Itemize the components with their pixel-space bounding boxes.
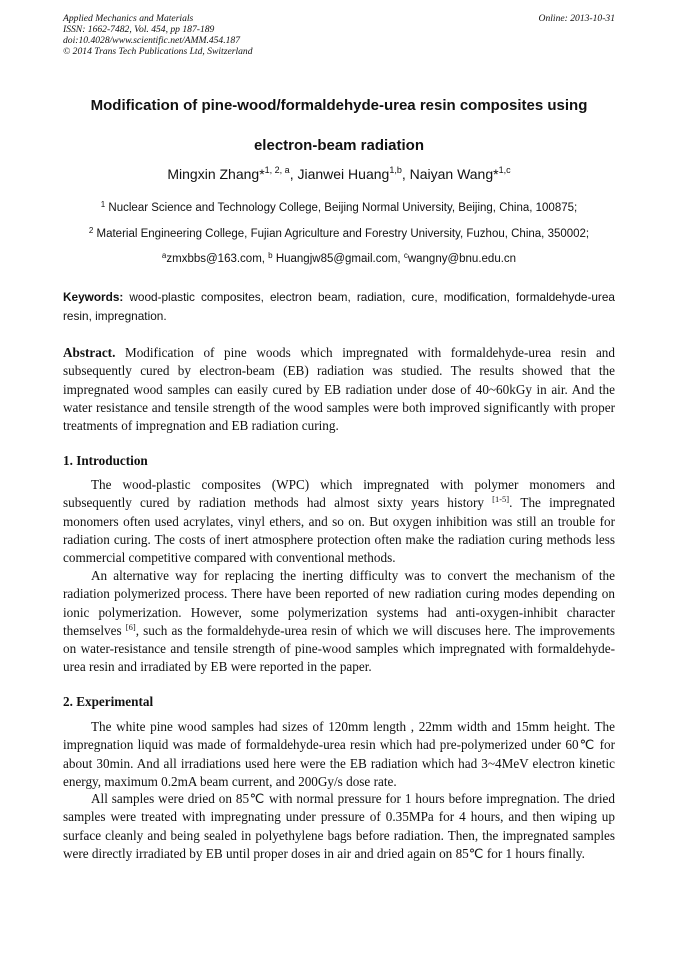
online-date: Online: 2013-10-31 — [538, 13, 615, 24]
author-affiliation-mark: 1, 2, a — [264, 165, 290, 175]
journal-name: Applied Mechanics and Materials — [63, 13, 194, 24]
author-name: Jianwei Huang — [297, 166, 390, 182]
section-heading-introduction: 1. Introduction — [63, 453, 148, 468]
email-mark: a — [161, 251, 167, 260]
author-separator: , — [401, 166, 410, 182]
keywords-label: Keywords: — [63, 290, 124, 304]
abstract-label: Abstract. — [63, 345, 116, 360]
author-affiliation-mark: 1,c — [498, 165, 511, 175]
publication-header — [63, 13, 615, 57]
paragraph-text: , such as the formaldehyde-urea resin of which we will discuses here. The improvements on water-resistance and tensile strength of pine-wood samples which impregnated with formaldehyde-urea resin and irradiated by EB were reported in the paper. — [63, 622, 615, 675]
paragraph-text: . The impregnated monomers often used acrylates, vinyl ethers, and so on. But oxygen inhibition was still an trouble for radiation curing. The costs of inert atmosphere protection often make the radiation curing methods less commercial competitive compared with conventional methods. — [63, 495, 615, 566]
affiliation-mark: 1 — [100, 200, 106, 209]
citation-ref: [1-5] — [492, 494, 510, 505]
experimental-paragraph-2: All samples were dried on 85℃ with normal pressure for 1 hours before impregnation. The dried samples were treated with impregnating under pressure of 0.35MPa for 4 hours, and then wiping up surface cleanly and being sealed in polyethylene bags before radiation. Then, the impregnated samples were directly irradiated by EB until proper doses in air and dried again on 85℃ for 1 hours finally. — [63, 791, 615, 861]
paragraph-text: The wood-plastic composites (WPC) which impregnated with polymer monomers and subsequently cured by radiation methods had almost sixty years history — [63, 477, 615, 511]
intro-paragraph-2 — [63, 567, 615, 677]
affiliation-mark: 2 — [88, 226, 94, 235]
email-address: zmxbbs@163.com, — [166, 253, 269, 265]
affiliation-text: Material Engineering College, Fujian Agriculture and Forestry University, Fuzhou, China, 350002; — [93, 228, 590, 240]
author-list — [40, 164, 638, 184]
section-heading-experimental: 2. Experimental — [63, 694, 154, 709]
title-line-2: electron-beam radiation — [253, 137, 425, 154]
author-affiliation-mark: 1,b — [389, 165, 402, 175]
citation-ref: [6] — [125, 621, 136, 632]
author-name: Naiyan Wang* — [409, 166, 499, 182]
email-mark: b — [268, 251, 273, 260]
abstract — [63, 344, 615, 435]
email-address: Huangjw85@gmail.com, — [272, 253, 404, 265]
doi-line: doi:10.4028/www.scientific.net/AMM.454.187 — [63, 35, 241, 46]
author-separator: , — [289, 166, 298, 182]
affiliation-text: Nuclear Science and Technology College, Beijing Normal University, Beijing, China, 100875; — [105, 202, 578, 214]
email-line — [40, 251, 638, 267]
paper-title — [40, 86, 638, 166]
abstract-text: Modification of pine woods which impregnated with formaldehyde-urea resin and subsequently cured by electron-beam (EB) radiation was studied. The results showed that the impregnated wood samples can easily cured by EB radiation under dose of 40~60kGy in air. And the water resistance and tensile strength of the wood samples were both improved significantly with proper treatments of impregnation and EB radiation curing. — [63, 345, 615, 434]
paragraph-text: An alternative way for replacing the inerting difficulty was to convert the mechanism of the radiation polymerized process. There have been reported of new radiation curing modes depending on ionic polymerization. However, some polymerization systems had anti-oxygen-inhibit character themselves — [63, 568, 615, 638]
affiliation-1 — [40, 200, 638, 216]
keywords — [63, 288, 615, 326]
email-address: wangny@bnu.edu.cn — [407, 253, 517, 265]
email-mark: c — [403, 251, 408, 260]
experimental-paragraph-1: The white pine wood samples had sizes of 120mm length , 22mm width and 15mm height. The impregnation liquid was made of formaldehyde-urea resin which had pre-polymerized under 60℃ for about 30min. And all irradiations used here were the EB radiation which had 3~4MeV electron kinetic energy, maximum 0.2mA beam current, and 200Gy/s dose rate. — [63, 719, 615, 789]
keywords-text: wood-plastic composites, electron beam, radiation, cure, modification, formaldehyde-urea resin, impregnation. — [63, 290, 615, 323]
affiliation-2 — [40, 226, 638, 242]
intro-paragraph-1 — [63, 476, 615, 567]
author-name: Mingxin Zhang* — [167, 166, 265, 182]
issn-line: ISSN: 1662-7482, Vol. 454, pp 187-189 — [63, 24, 215, 35]
title-line-1: Modification of pine-wood/formaldehyde-urea resin composites using — [90, 97, 588, 114]
copyright-line: © 2014 Trans Tech Publications Ltd, Switzerland — [63, 46, 253, 57]
